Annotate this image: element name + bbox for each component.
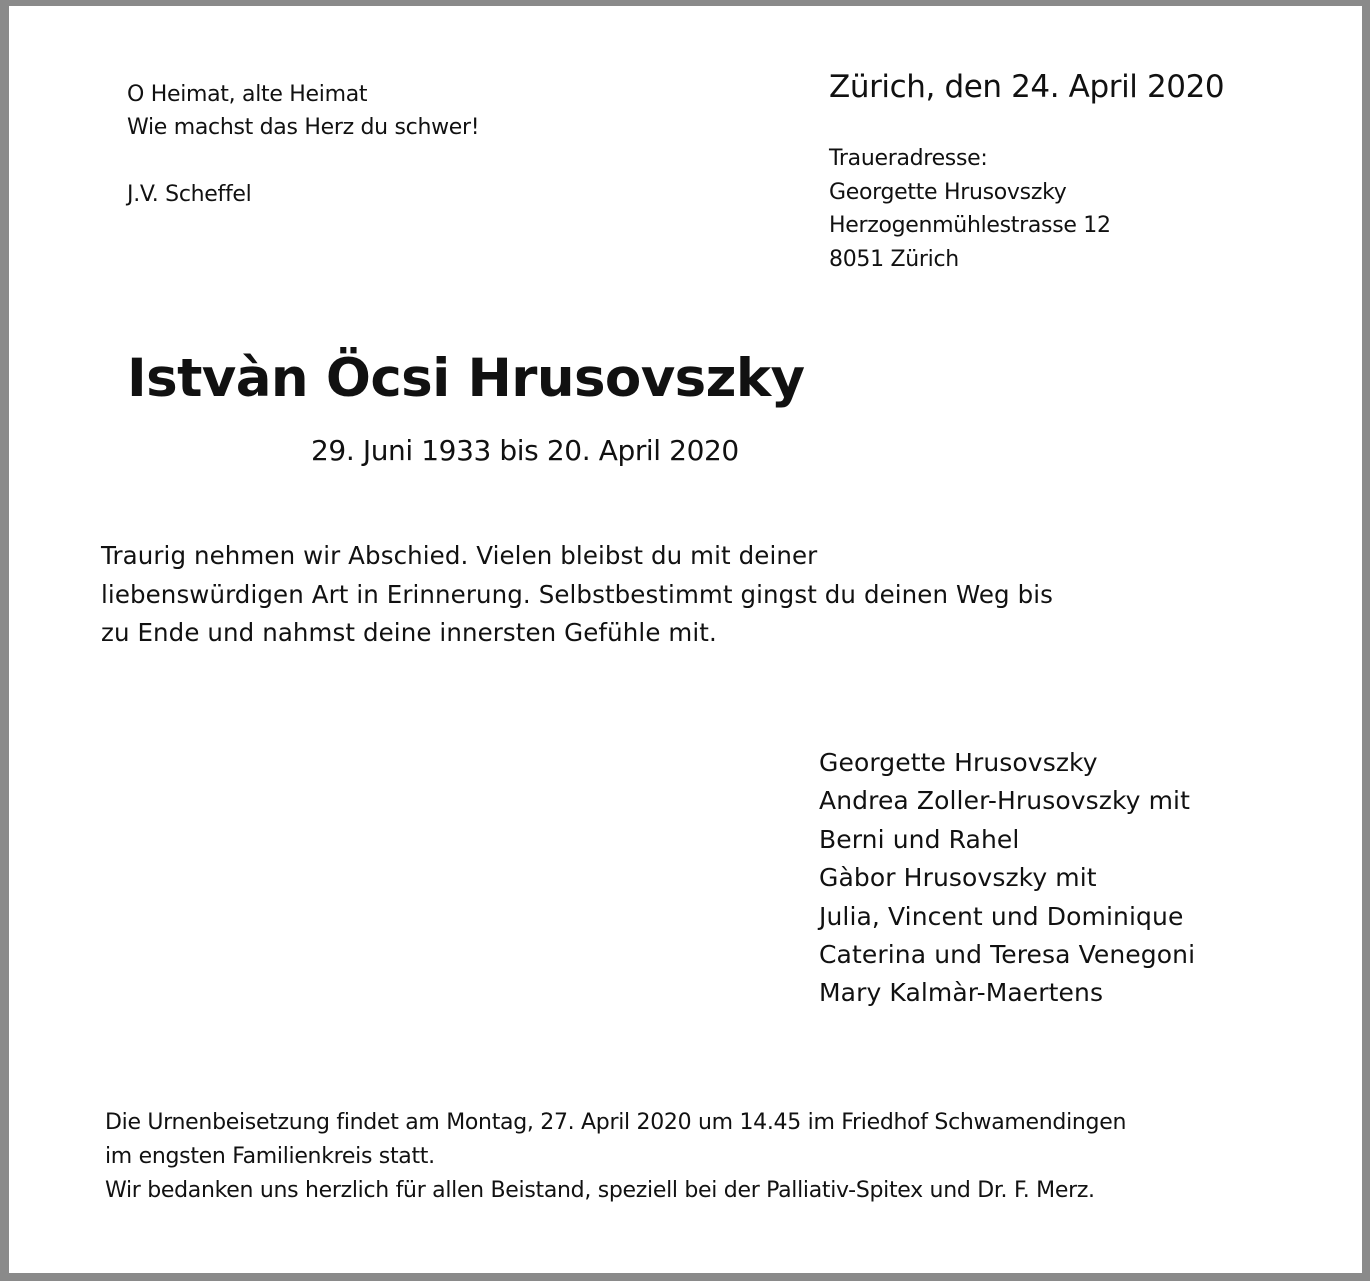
mourner-name: Julia, Vincent und Dominique	[819, 901, 1184, 931]
footer-line: Die Urnenbeisetzung findet am Montag, 27. April 2020 um 14.45 im Friedhof Schwamendingen	[105, 1110, 1127, 1135]
life-dates: 29. Juni 1933 bis 20. April 2020	[311, 434, 739, 467]
funeral-information	[105, 1106, 1126, 1208]
deceased-name: Istvàn Öcsi Hrusovszky	[127, 348, 805, 409]
footer-line: im engsten Familienkreis statt.	[105, 1144, 435, 1169]
motto-line: O Heimat, alte Heimat	[127, 82, 368, 107]
address-city: 8051 Zürich	[829, 246, 959, 272]
mourners-list	[819, 744, 1195, 1013]
mourner-name: Andrea Zoller-Hrusovszky mit	[819, 786, 1191, 816]
mourner-name: Mary Kalmàr-Maertens	[819, 978, 1104, 1008]
message-line: Traurig nehmen wir Abschied. Vielen bleibst du mit deiner	[101, 541, 818, 570]
message-line: liebenswürdigen Art in Erinnerung. Selbstbestimmt gingst du deinen Weg bis	[101, 579, 1054, 609]
motto-author: J.V. Scheffel	[127, 182, 252, 207]
mourning-address	[829, 142, 1111, 276]
place-and-date: Zürich, den 24. April 2020	[829, 69, 1225, 105]
farewell-message	[101, 537, 1053, 653]
address-label: Traueradresse:	[829, 146, 988, 171]
mourner-name: Berni und Rahel	[819, 824, 1020, 854]
address-name: Georgette Hrusovszky	[829, 179, 1067, 205]
mourner-name: Georgette Hrusovszky	[819, 748, 1098, 777]
motto-quote	[127, 78, 479, 144]
motto-line: Wie machst das Herz du schwer!	[127, 115, 480, 140]
mourner-name: Gàbor Hrusovszky mit	[819, 863, 1097, 893]
message-line: zu Ende und nahmst deine innersten Gefühle mit.	[101, 618, 717, 647]
mourner-name: Caterina und Teresa Venegoni	[819, 940, 1196, 970]
footer-line: Wir bedanken uns herzlich für allen Beistand, speziell bei der Palliativ-Spitex und Dr. F. Merz.	[105, 1178, 1095, 1203]
address-street: Herzogenmühlestrasse 12	[829, 213, 1111, 238]
